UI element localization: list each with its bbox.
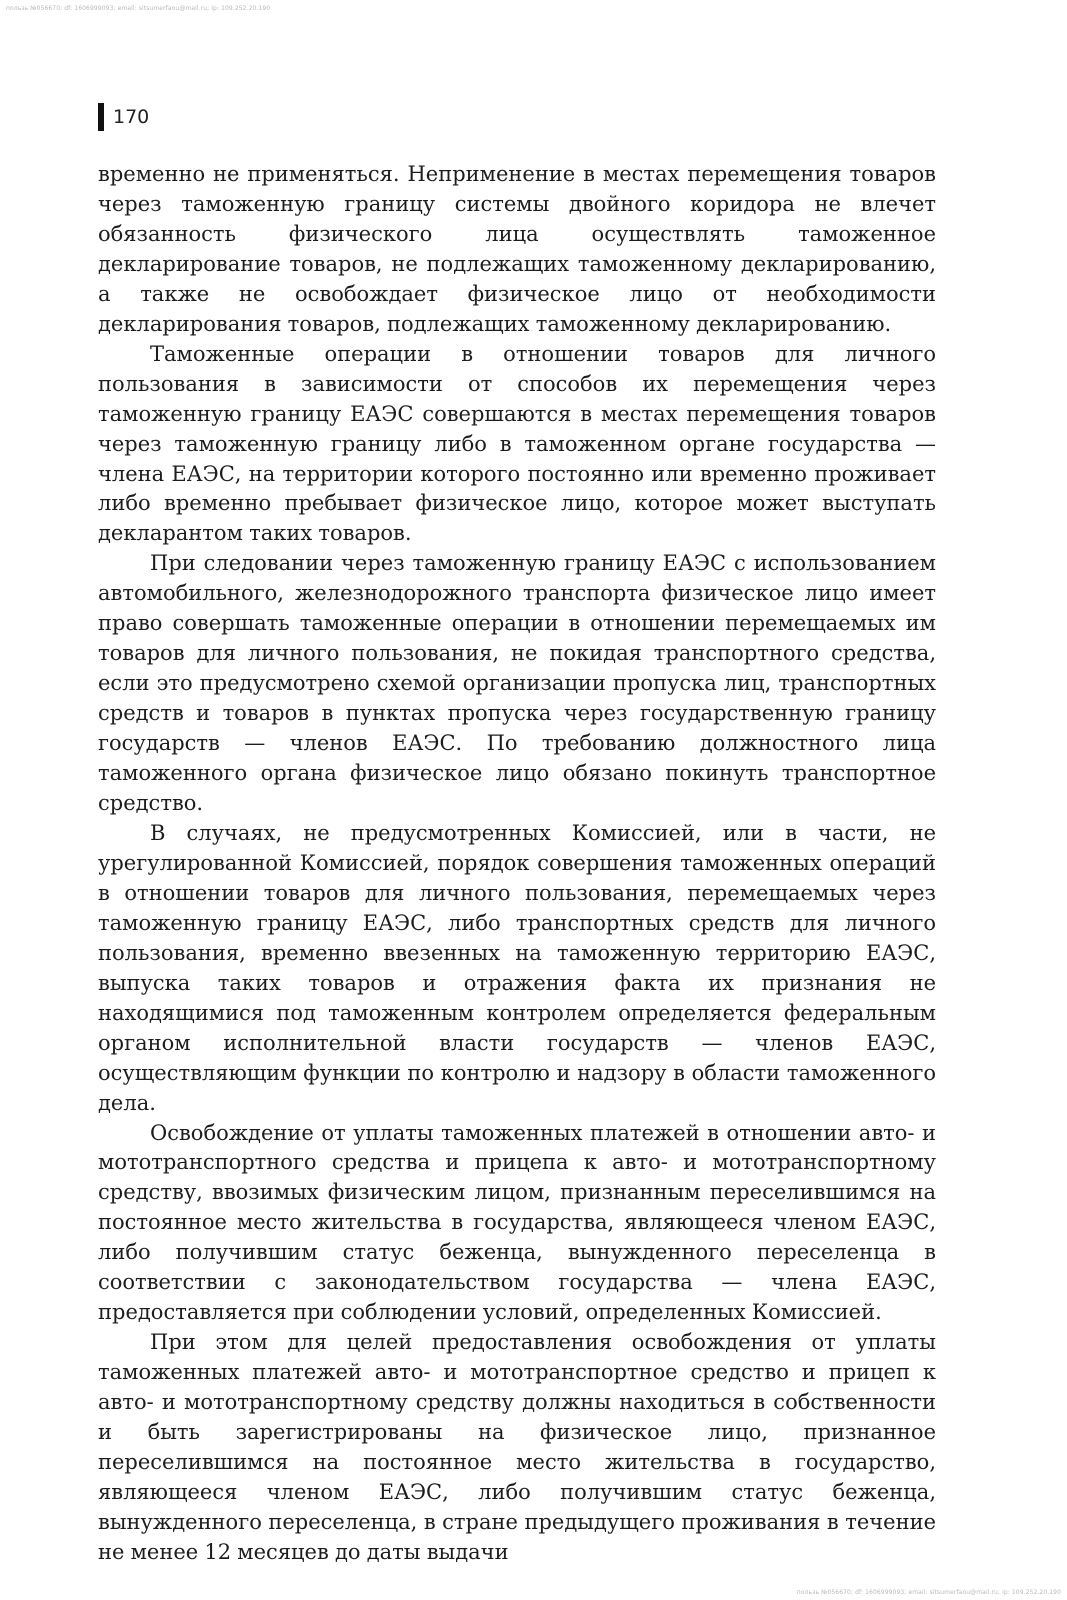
page-header [98,103,149,131]
paragraph: В случаях, не предусмотренных Комиссией, или в части, не урегулированной Комиссией, порядок совершения таможенных операций в отношении товаров для личного пользования, перемещаемых через таможенную границу ЕАЭС, либо транспортных средств для личного пользования, временно ввезенных на таможенную территорию ЕАЭС, выпуска таких товаров и отражения факта их признания не находящимися под таможенным контролем определяется федеральным органом исполнительной власти государств — членов ЕАЭС, осуществляющим функции по контролю и надзору в области таможенного дела. [98,820,936,1115]
page-number-bar [98,103,104,131]
watermark-top: пользь №056670; df: 1606999093; email: sitsumerfaou@mail.ru; ip: 109.252.20.190 [6,5,271,12]
body-text [98,160,936,1568]
paragraph: Таможенные операции в отношении товаров для личного пользования в зависимости от способов их перемещения через таможенную границу ЕАЭС совершаются в местах перемещения товаров через таможенную границу либо в таможенном органе государства — члена ЕАЭС, на территории которого постоянно или временно проживает либо временно пребывает физическое лицо, которое может выступать декларантом таких товаров. [98,341,936,546]
paragraph-continued: временно не применяться. Неприменение в местах перемещения товаров через таможенную границу системы двойного коридора не влечет обязанность физического лица осуществлять таможенное декларирование товаров, не подлежащих таможенному декларированию, а также не освобождает физическое лицо от необходимости декларирования товаров, подлежащих таможенному декларированию. [98,162,936,336]
page-number: 170 [113,106,150,128]
paragraph: При этом для целей предоставления освобождения от уплаты таможенных платежей авто- и мототранспортное средство и прицеп к авто- и мототранспортному средству должны находиться в собственности и быть зарегистрированы на физическое лицо, признанное переселившимся на постоянное место жительства в государство, являющееся членом ЕАЭС, либо получившим статус беженца, вынужденного переселенца, в стране предыдущего проживания в течение не менее 12 месяцев до даты выдачи [98,1330,936,1564]
watermark-bottom: пользь №056670; df: 1606999093; email: sitsumerfaou@mail.ru; ip: 109.252.20.190 [796,1589,1061,1596]
paragraph: При следовании через таможенную границу ЕАЭС с использованием автомобильного, железнодорожного транспорта физическое лицо имеет право совершать таможенные операции в отношении перемещаемых им товаров для личного пользования, не покидая транспортного средства, если это предусмотрено схемой организации пропуска лиц, транспортных средств и товаров в пунктах пропуска через государственную границу государств — членов ЕАЭС. По требованию должностного лица таможенного органа физическое лицо обязано покинуть транспортное средство. [98,551,936,816]
paragraph: Освобождение от уплаты таможенных платежей в отношении авто- и мототранспортного средства и прицепа к авто- и мототранспортному средству, ввозимых физическим лицом, признанным переселившимся на постоянное место жительства в государства, являющееся членом ЕАЭС, либо получившим статус беженца, вынужденного переселенца в соответствии с законодательством государства — члена ЕАЭС, предоставляется при соблюдении условий, определенных Комиссией. [98,1120,936,1325]
